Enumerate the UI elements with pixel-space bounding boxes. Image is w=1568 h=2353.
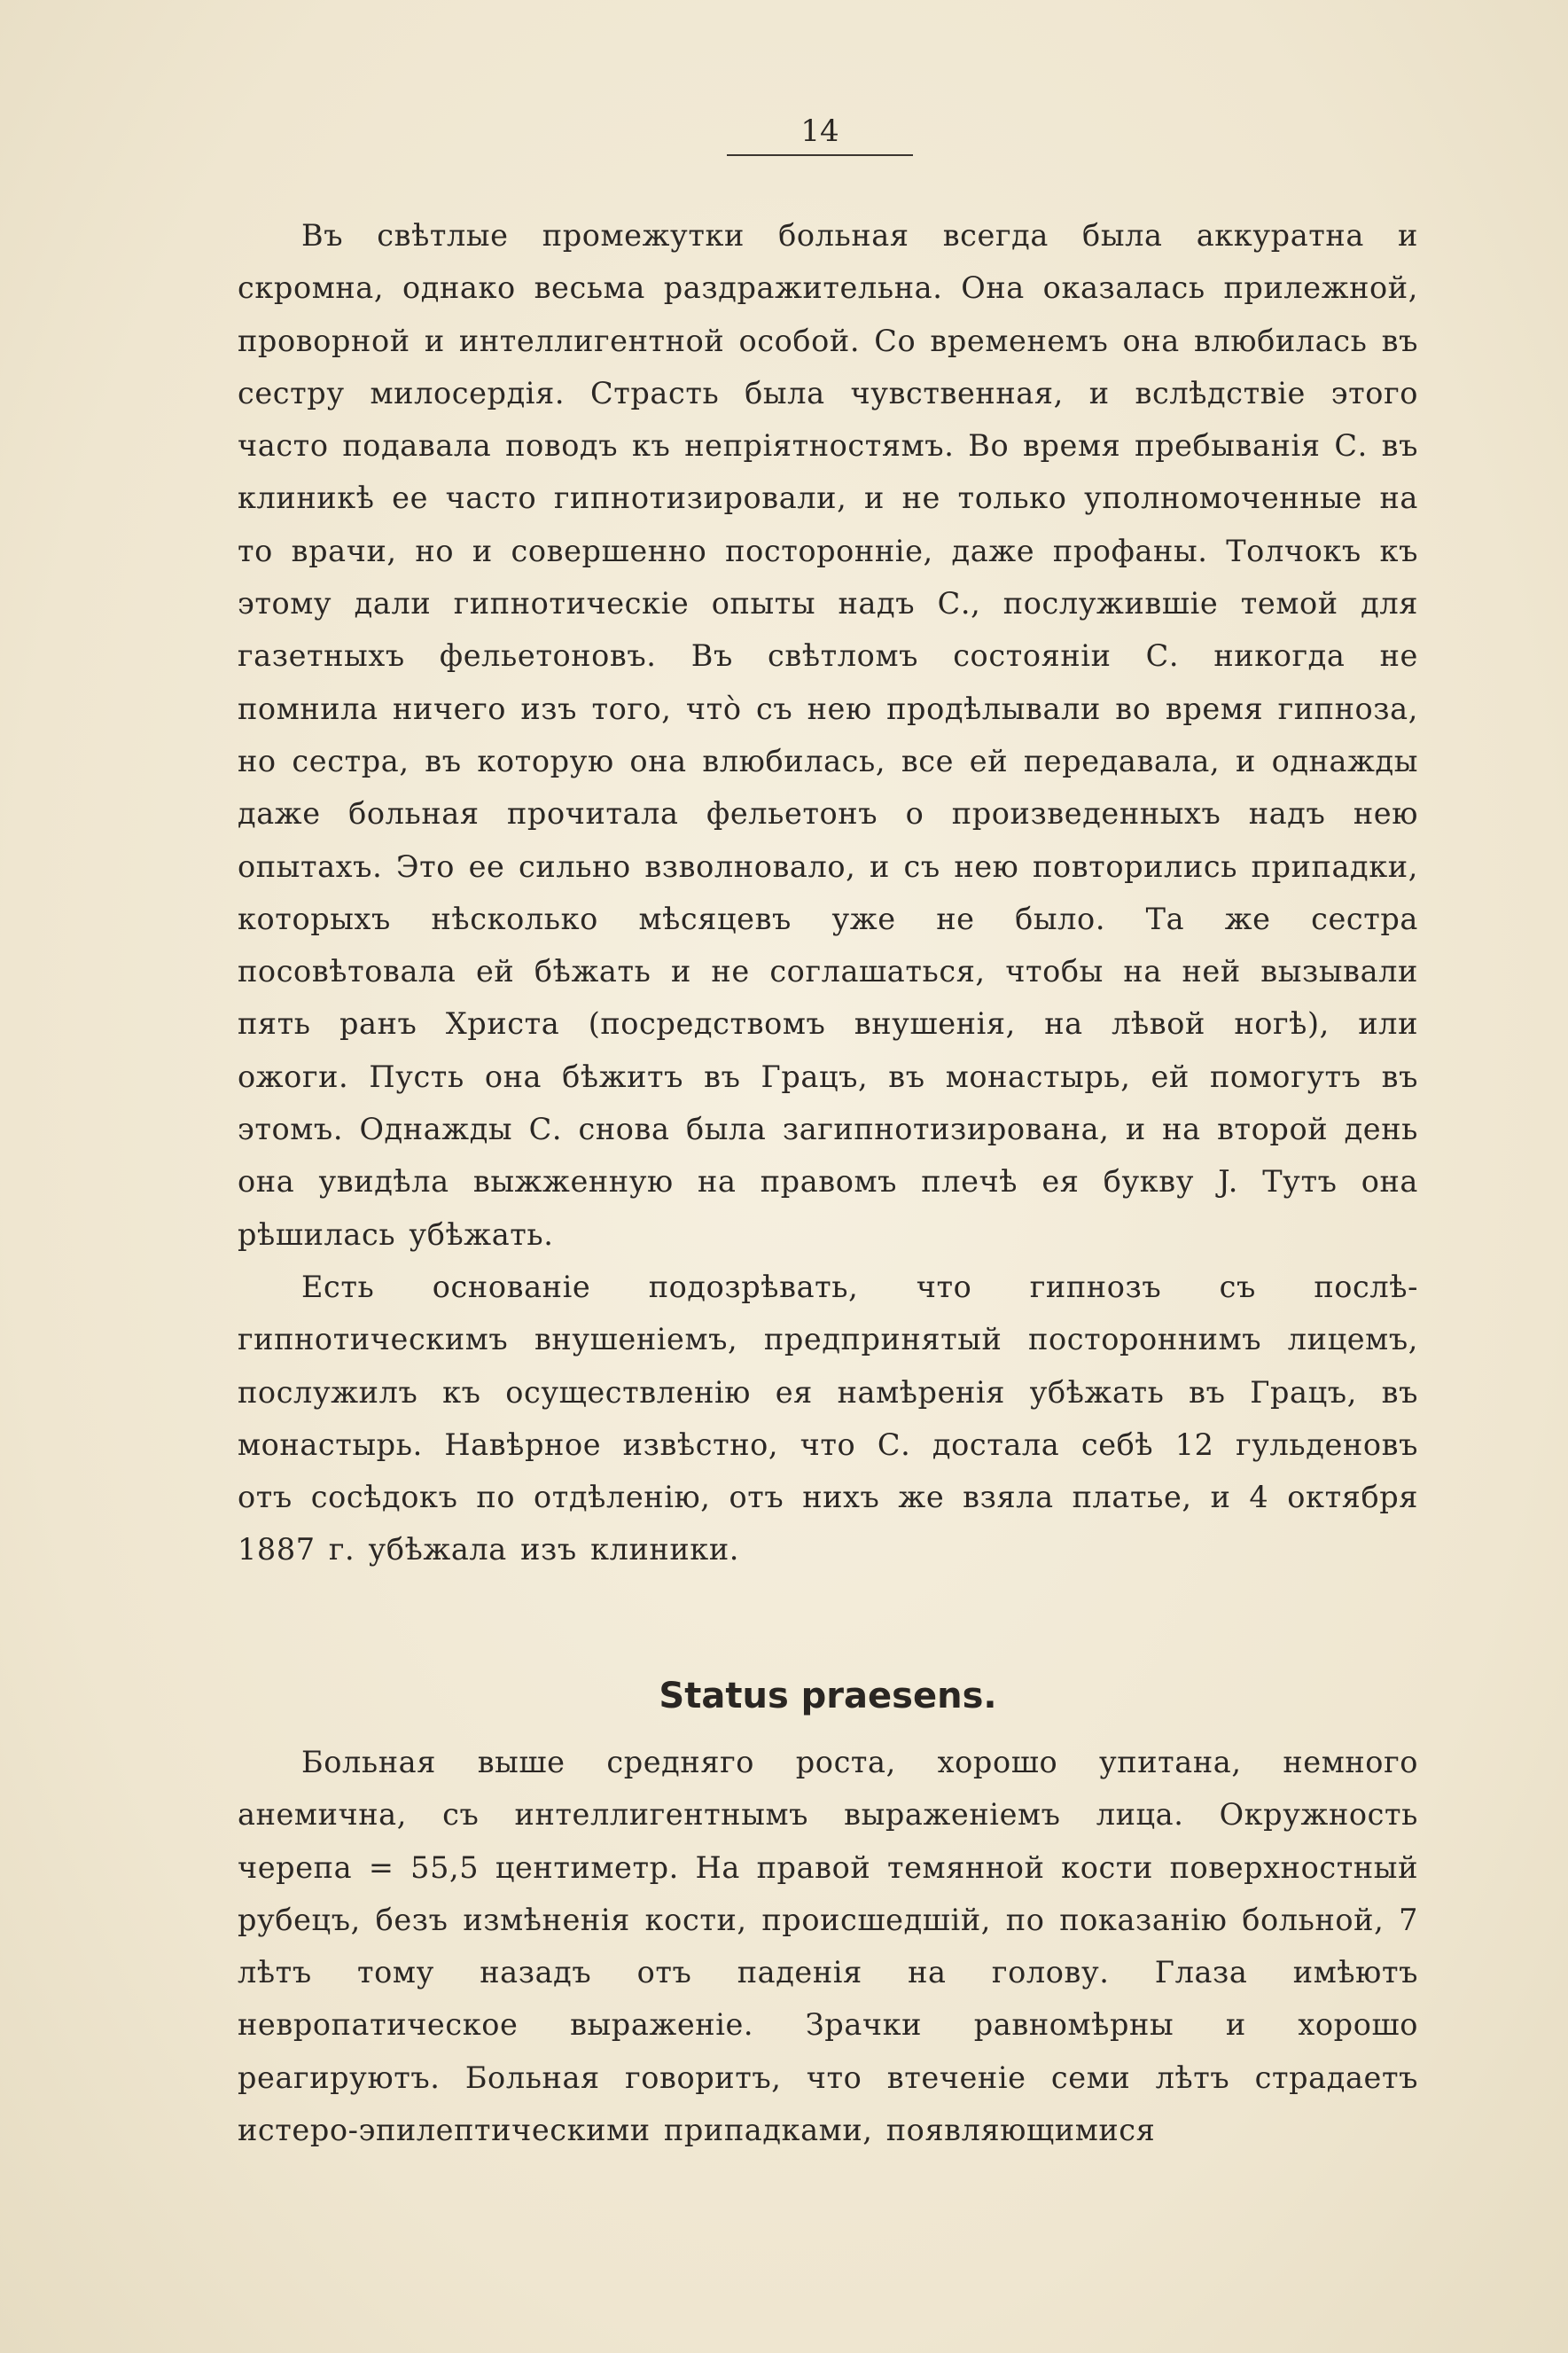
page-header [727,113,913,156]
paragraph: Больная выше средняго роста, хорошо упитана, немного анемична, съ интеллигентнымъ выраженіемъ лица. Окружность черепа = 55,5 центиметр. На правой темянной кости поверхностный рубецъ, безъ измѣненія кости, происшедшій, по показанію больной, 7 лѣтъ тому назадъ отъ паденія на голову. Глаза имѣютъ невропатическое выраженіе. Зрачки равномѣрны и хорошо реагируютъ. Больная говоритъ, что втеченіе семи лѣтъ страдаетъ истеро-эпилептическими припадками, появляющимися [238,1745,1418,2148]
section-heading: Status praesens. [659,1676,997,1716]
section-text [238,1736,1418,2156]
page-number: 14 [800,113,839,149]
main-text [238,209,1418,1576]
paragraph: Въ свѣтлые промежутки больная всегда была аккуратна и скромна, однако весьма раздражительна. Она оказалась прилежной, проворной и интеллигентной особой. Со временемъ она влюбилась въ сестру милосердія. Страсть была чувственная, и вслѣдствіе этого часто подавала поводъ къ непріятностямъ. Во время пребыванія С. въ клиникѣ ее часто гипнотизировали, и не только уполномоченные на то врачи, но и совершенно посторонніе, даже профаны. Толчокъ къ этому дали гипнотическіе опыты надъ С., послужившіе темой для газетныхъ фельетоновъ. Въ свѣтломъ состояніи С. никогда не помнила ничего изъ того, что̀ съ нею продѣлывали во время гипноза, но сестра, въ которую она влюбилась, все ей передавала, и однажды даже больная прочитала фельетонъ о произведенныхъ надъ нею опытахъ. Это ее сильно взволновало, и съ нею повторились припадки, которыхъ нѣсколько мѣсяцевъ уже не было. Та же сестра посовѣтовала ей бѣжать и не соглашаться, чтобы на ней вызывали пять ранъ Христа (посредствомъ внушенія, на лѣвой ногѣ), или ожоги. Пусть она бѣжитъ въ Грацъ, въ монастырь, ей помогутъ въ этомъ. Однажды С. снова была загипнотизирована, и на второй день она увидѣла выжженную на правомъ плечѣ ея букву J. Тутъ она рѣшилась убѣжать. [238,218,1418,1252]
paragraph: Есть основаніе подозрѣвать, что гипнозъ съ послѣ-гипнотическимъ внушеніемъ, предпринятый постороннимъ лицемъ, послужилъ къ осуществленію ея намѣренія убѣжать въ Грацъ, въ монастырь. Навѣрное извѣстно, что С. достала себѣ 12 гульденовъ отъ сосѣдокъ по отдѣленію, отъ нихъ же взяла платье, и 4 октября 1887 г. убѣжала изъ клиники. [238,1269,1418,1567]
header-rule [727,154,913,156]
